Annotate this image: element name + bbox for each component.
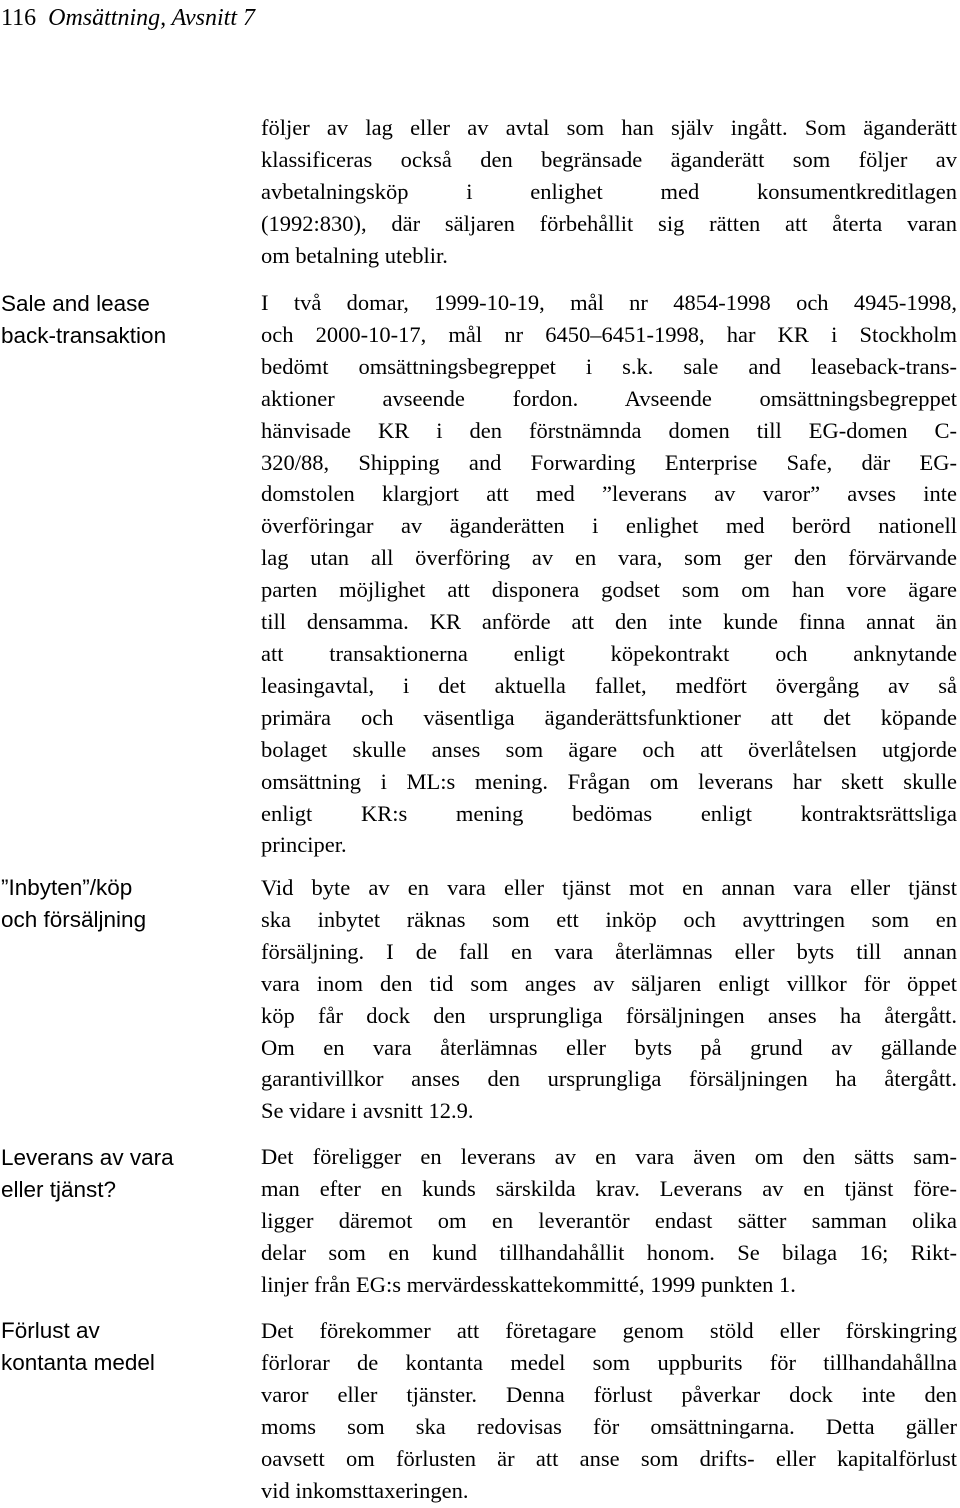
text-line: Se vidare i avsnitt 12.9. bbox=[261, 1098, 474, 1124]
text-line: 320/88, Shipping and Forwarding Enterprise Safe, där EG- bbox=[261, 449, 957, 475]
margin-note-line: Sale and lease bbox=[1, 291, 150, 316]
text-line: Det förekommer att företagare genom stöld eller förskingring bbox=[261, 1318, 957, 1343]
text-line: bolaget skulle anses som ägare och att överlåtelsen utgjorde bbox=[261, 736, 957, 762]
margin-note-leverans bbox=[1, 1142, 241, 1205]
margin-note-forlust bbox=[1, 1315, 241, 1378]
paragraph-forlust bbox=[261, 1315, 957, 1506]
text-line: aktioner avseende fordon. Avseende omsättningsbegreppet bbox=[261, 385, 957, 411]
margin-note-sale-and-lease bbox=[1, 288, 241, 351]
margin-note-line: Leverans av vara bbox=[1, 1145, 174, 1170]
text-line: principer. bbox=[261, 832, 347, 858]
page-number: 116 bbox=[1, 5, 37, 31]
margin-note-inbyten bbox=[1, 872, 241, 935]
text-line: köp får dock den ursprungliga försäljningen anses ha återgått. bbox=[261, 1002, 957, 1028]
text-line: garantivillkor anses den ursprungliga försäljningen ha återgått. bbox=[261, 1066, 957, 1092]
text-line: moms som ska redovisas för omsättningarna. Detta gäller bbox=[261, 1413, 957, 1439]
text-line: avbetalningsköp i enlighet med konsumentkreditlagen bbox=[261, 178, 957, 204]
text-line: försäljning. I de fall en vara återlämnas eller byts till annan bbox=[261, 938, 957, 964]
paragraph-sale-and-lease bbox=[261, 287, 957, 861]
margin-note-line: ”Inbyten”/köp bbox=[1, 875, 133, 900]
text-line: bedömt omsättningsbegreppet i s.k. sale and leaseback-trans- bbox=[261, 353, 957, 379]
text-line: man efter en kunds särskilda krav. Leverans av en tjänst före- bbox=[261, 1175, 957, 1201]
text-line: om betalning uteblir. bbox=[261, 242, 448, 268]
text-line: Vid byte av en vara eller tjänst mot en annan vara eller tjänst bbox=[261, 875, 957, 900]
text-line: Om en vara återlämnas eller byts på grund av gällande bbox=[261, 1034, 957, 1060]
page-header bbox=[1, 0, 255, 38]
text-line: lag utan all överföring av en vara, som ger den förvärvande bbox=[261, 545, 957, 571]
text-line: och 2000-10-17, mål nr 6450–6451-1998, har KR i Stockholm bbox=[261, 321, 957, 347]
paragraph-inbyten bbox=[261, 872, 957, 1127]
text-line: varor eller tjänster. Denna förlust påverkar dock inte den bbox=[261, 1381, 957, 1407]
margin-note-line: back-transaktion bbox=[1, 322, 167, 348]
text-line: ska inbytet räknas som ett inköp och avyttringen som en bbox=[261, 906, 957, 932]
text-line: linjer från EG:s mervärdesskattekommitté, 1999 punkten 1. bbox=[261, 1271, 796, 1297]
text-line: domstolen klargjort att med ”leverans av varor” avses inte bbox=[261, 481, 957, 507]
margin-note-line: kontanta medel bbox=[1, 1349, 155, 1375]
text-line: delar som en kund tillhandahållit honom. Se bilaga 16; Rikt- bbox=[261, 1239, 957, 1265]
text-line: Det föreligger en leverans av en vara även om den sätts sam- bbox=[261, 1144, 957, 1169]
margin-note-line: Förlust av bbox=[1, 1318, 100, 1343]
text-line: vid inkomsttaxeringen. bbox=[261, 1477, 469, 1503]
text-line: till densamma. KR anförde att den inte kunde finna annat än bbox=[261, 609, 957, 635]
text-line: primära och väsentliga äganderättsfunktioner att det köpande bbox=[261, 704, 957, 730]
text-line: klassificeras också den begränsade äganderätt som följer av bbox=[261, 146, 957, 172]
text-line: förlorar de kontanta medel som uppburits för tillhandahållna bbox=[261, 1349, 957, 1375]
text-line: leasingavtal, i det aktuella fallet, medfört övergång av så bbox=[261, 672, 957, 698]
text-line: ligger däremot om en leverantör endast sätter samman olika bbox=[261, 1207, 957, 1233]
text-line: följer av lag eller av avtal som han själv ingått. Som äganderätt bbox=[261, 115, 957, 140]
text-line: enligt KR:s mening bedömas enligt kontraktsrättsliga bbox=[261, 800, 957, 826]
margin-note-line: eller tjänst? bbox=[1, 1176, 117, 1202]
text-line: överföringar av äganderätten i enlighet med berörd nationell bbox=[261, 513, 957, 539]
margin-note-line: och försäljning bbox=[1, 906, 147, 932]
text-line: att transaktionerna enligt köpekontrakt och anknytande bbox=[261, 640, 957, 666]
text-line: vara inom den tid som anges av säljaren enligt villkor för öppet bbox=[261, 970, 957, 996]
text-line: (1992:830), där säljaren förbehållit sig rätten att återta varan bbox=[261, 210, 957, 236]
running-title: Omsättning, Avsnitt 7 bbox=[48, 5, 256, 31]
text-line: parten möjlighet att disponera godset som om han vore ägare bbox=[261, 577, 957, 603]
paragraph-aganderatt bbox=[261, 112, 957, 272]
text-line: I två domar, 1999-10-19, mål nr 4854-1998 och 4945-1998, bbox=[261, 290, 957, 315]
text-line: omsättning i ML:s mening. Frågan om leverans har skett skulle bbox=[261, 768, 957, 794]
paragraph-leverans bbox=[261, 1141, 957, 1301]
text-line: oavsett om förlusten är att anse som drifts- eller kapitalförlust bbox=[261, 1445, 957, 1471]
text-line: hänvisade KR i den förstnämnda domen till EG-domen C- bbox=[261, 417, 957, 443]
